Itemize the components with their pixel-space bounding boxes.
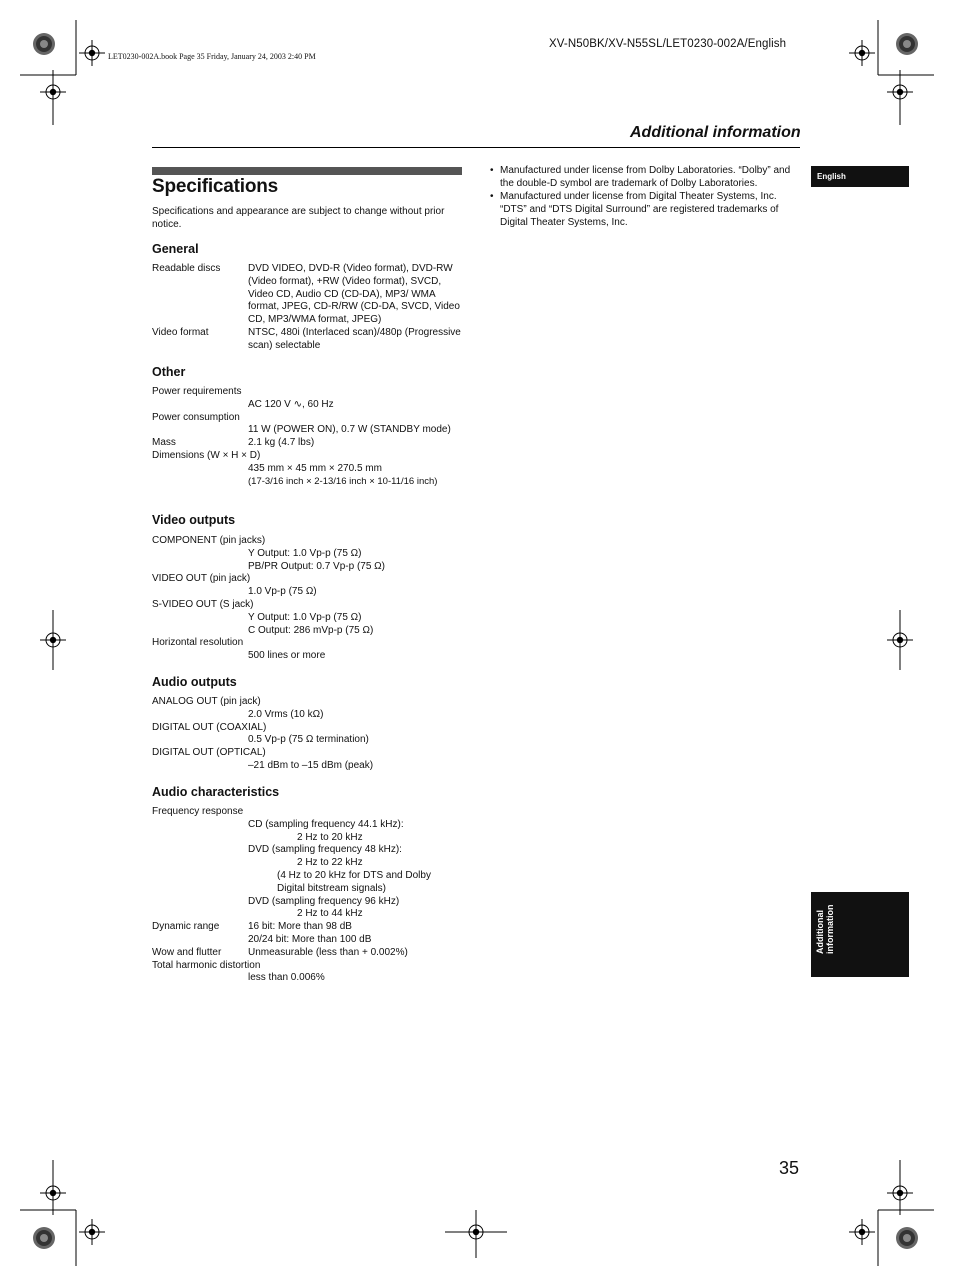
video-outputs-section	[152, 535, 462, 663]
dynamic-range-value-2: 20/24 bit: More than 100 dB	[248, 933, 372, 945]
video-outputs-heading: Video outputs	[152, 513, 236, 527]
other-section	[152, 386, 462, 488]
list-item	[490, 190, 802, 229]
svideo-c-value: C Output: 286 mVp-p (75 Ω)	[248, 624, 374, 636]
intro-text: Specifications and appearance are subject to change without prior notice.	[152, 206, 445, 230]
dimensions-mm: 435 mm × 45 mm × 270.5 mm	[248, 462, 382, 474]
tab-additional-line-2: information	[825, 904, 835, 954]
dvd96-freq-label: DVD (sampling frequency 96 kHz)	[248, 895, 400, 907]
note-text: Manufactured under license from Dolby Laboratories. “Dolby” and the double-D symbol are trademark of Dolby Laboratories.	[500, 165, 791, 189]
video-format-row	[152, 327, 462, 353]
readable-discs-value: DVD VIDEO, DVD-R (Video format), DVD-RW (Video format), +RW (Video format), SVCD, Video CD, Audio CD (CD-DA), MP3/ WMA format, JPEG, CD-R/RW (CD-DA, SVCD, Video CD, MP3/WMA format, JPEG)	[248, 263, 460, 326]
optical-label: DIGITAL OUT (OPTICAL)	[152, 747, 266, 759]
dimensions-inch: (17-3/16 inch × 2-13/16 inch × 10-11/16 inch)	[248, 475, 438, 487]
video-format-value: NTSC, 480i (Interlaced scan)/480p (Progressive scan) selectable	[248, 326, 461, 351]
tab-english: English	[811, 166, 909, 187]
dynamic-range-label: Dynamic range	[152, 921, 220, 933]
readable-discs-label: Readable discs	[152, 263, 221, 274]
crosshair-icon	[79, 1219, 105, 1245]
dynamic-range-row	[152, 921, 462, 934]
audio-outputs-section	[152, 696, 462, 773]
general-heading: General	[152, 242, 199, 256]
crosshair-icon	[79, 40, 105, 66]
page-number: 35	[779, 1158, 800, 1178]
hres-label: Horizontal resolution	[152, 637, 244, 649]
registration-disk-icon	[896, 1227, 918, 1249]
mass-label: Mass	[152, 437, 176, 449]
thd-value: less than 0.006%	[248, 972, 325, 984]
component-pbpr-value: PB/PR Output: 0.7 Vp-p (75 Ω)	[248, 560, 385, 572]
analog-out-value: 2.0 Vrms (10 kΩ)	[248, 708, 324, 720]
crosshair-icon	[849, 1219, 875, 1245]
note-text: Manufactured under license from Digital Theater Systems, Inc. “DTS” and “DTS Digital Surround” are registered trademarks of Digital Theater Systems, Inc.	[500, 191, 779, 228]
bullet-icon: •	[490, 191, 494, 202]
trademark-notes	[490, 164, 802, 229]
video-format-label: Video format	[152, 326, 209, 338]
wow-flutter-value: Unmeasurable (less than + 0.002%)	[248, 946, 408, 958]
list-item	[490, 164, 802, 190]
dvd48-note-2: Digital bitstream signals)	[277, 882, 386, 894]
wow-flutter-label: Wow and flutter	[152, 946, 222, 958]
analog-out-label: ANALOG OUT (pin jack)	[152, 696, 261, 707]
svideo-label: S-VIDEO OUT (S jack)	[152, 598, 254, 610]
tab-additional-information	[811, 892, 909, 977]
bullet-icon: •	[490, 165, 494, 176]
header-divider	[152, 147, 800, 148]
general-section	[152, 263, 462, 353]
registration-disk-icon	[896, 33, 918, 55]
section-title: Additional information	[630, 124, 801, 141]
audio-outputs-heading: Audio outputs	[152, 675, 237, 689]
hres-value: 500 lines or more	[248, 650, 326, 662]
svideo-y-value: Y Output: 1.0 Vp-p (75 Ω)	[248, 611, 362, 623]
dvd48-freq-label: DVD (sampling frequency 48 kHz):	[248, 844, 402, 856]
cd-freq-label: CD (sampling frequency 44.1 kHz):	[248, 818, 404, 830]
optical-value: –21 dBm to –15 dBm (peak)	[248, 759, 374, 771]
coaxial-label: DIGITAL OUT (COAXIAL)	[152, 721, 267, 733]
mass-row	[152, 437, 462, 450]
tab-additional-label	[815, 905, 835, 955]
registration-disk-icon	[33, 33, 55, 55]
other-heading: Other	[152, 365, 186, 379]
tab-additional-line-1: Additional	[815, 910, 825, 954]
power-req-value: AC 120 V ∿, 60 Hz	[248, 398, 334, 410]
component-y-value: Y Output: 1.0 Vp-p (75 Ω)	[248, 547, 362, 559]
video-out-label: VIDEO OUT (pin jack)	[152, 573, 251, 585]
model-line: XV-N50BK/XV-N55SL/LET0230-002A/English	[549, 38, 787, 50]
crosshair-icon	[849, 40, 875, 66]
registration-disk-icon	[33, 1227, 55, 1249]
page-title: Specifications	[152, 176, 279, 197]
dynamic-range-value-1: 16 bit: More than 98 dB	[248, 921, 352, 933]
freq-response-label: Frequency response	[152, 806, 244, 817]
dvd48-freq-value: 2 Hz to 22 kHz	[297, 857, 363, 869]
dvd48-note-1: (4 Hz to 20 kHz for DTS and Dolby	[277, 869, 431, 881]
power-cons-value: 11 W (POWER ON), 0.7 W (STANDBY mode)	[248, 424, 451, 436]
video-out-value: 1.0 Vp-p (75 Ω)	[248, 586, 317, 598]
coaxial-value: 0.5 Vp-p (75 Ω termination)	[248, 734, 369, 746]
component-label: COMPONENT (pin jacks)	[152, 535, 266, 546]
book-line: LET0230-002A.book Page 35 Friday, January 24, 2003 2:40 PM	[108, 52, 316, 61]
thd-label: Total harmonic distortion	[152, 959, 261, 971]
dvd96-freq-value: 2 Hz to 44 kHz	[297, 908, 363, 920]
audio-characteristics-section	[152, 806, 462, 985]
power-cons-label: Power consumption	[152, 411, 240, 423]
power-req-label: Power requirements	[152, 386, 242, 397]
readable-discs-row	[152, 263, 462, 327]
mass-value: 2.1 kg (4.7 lbs)	[248, 437, 315, 449]
cd-freq-value: 2 Hz to 20 kHz	[297, 831, 363, 843]
wow-flutter-row	[152, 947, 462, 960]
dimensions-label: Dimensions (W × H × D)	[152, 449, 261, 461]
title-bar	[152, 167, 462, 175]
audio-characteristics-heading: Audio characteristics	[152, 785, 280, 799]
